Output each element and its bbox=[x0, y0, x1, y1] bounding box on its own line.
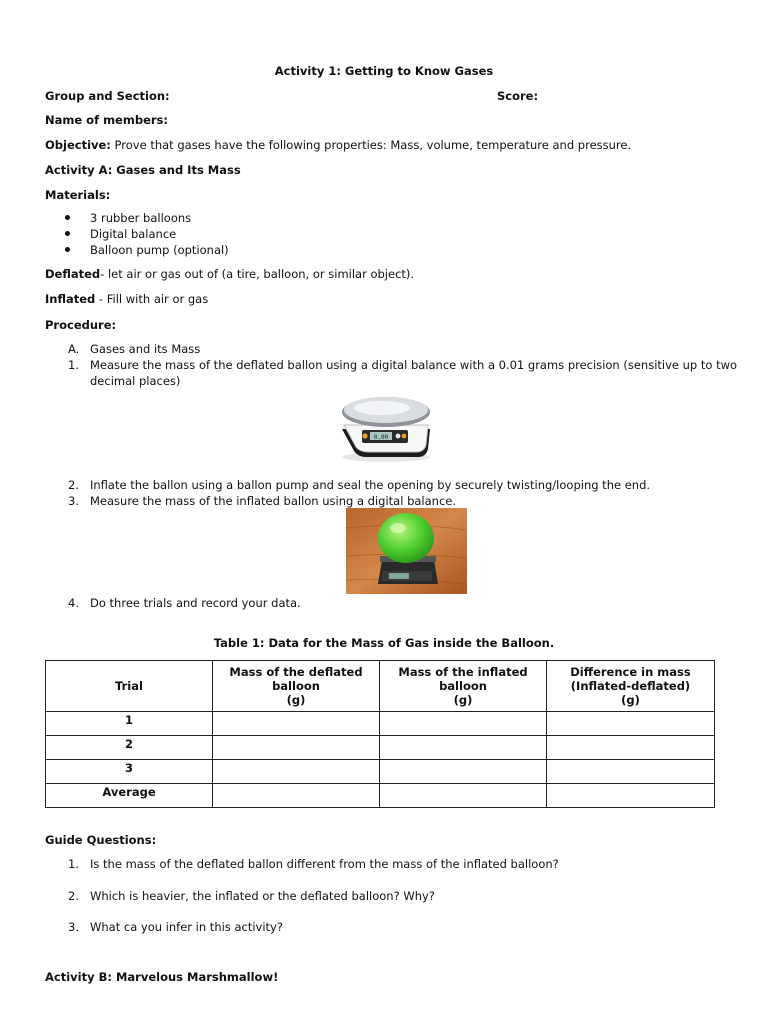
score-label: Score: bbox=[497, 89, 539, 103]
table-cell[interactable] bbox=[380, 736, 547, 760]
step-text: Measure the mass of the deflated ballon using a digital balance with a 0.01 grams precision (sensitive up to two bbox=[90, 358, 738, 372]
activity-a-heading: Activity A: Gases and Its Mass bbox=[45, 163, 241, 177]
table-cell[interactable] bbox=[213, 784, 380, 808]
question-text: Which is heavier, the inflated or the deflated balloon? Why? bbox=[90, 889, 435, 903]
page-title: Activity 1: Getting to Know Gases bbox=[274, 64, 494, 78]
table-cell[interactable] bbox=[380, 760, 547, 784]
question-text: Is the mass of the deflated ballon different from the mass of the inflated balloon? bbox=[90, 857, 559, 871]
inflated-text: - Fill with air or gas bbox=[95, 292, 209, 306]
question-number: 2. bbox=[68, 889, 79, 903]
table-caption: Table 1: Data for the Mass of Gas inside the Balloon. bbox=[213, 636, 555, 650]
table-cell[interactable] bbox=[547, 760, 715, 784]
row-label: 1 bbox=[46, 712, 213, 736]
column-header-inflated-mass: Mass of the inflated balloon (g) bbox=[380, 661, 547, 712]
table-cell[interactable] bbox=[213, 712, 380, 736]
list-item: Digital balance bbox=[90, 227, 177, 241]
row-label: Average bbox=[46, 784, 213, 808]
bullet-icon bbox=[65, 247, 70, 252]
row-label: 2 bbox=[46, 736, 213, 760]
table-cell[interactable] bbox=[547, 712, 715, 736]
table-header-row bbox=[46, 661, 715, 712]
step-text: Measure the mass of the inflated ballon using a digital balance. bbox=[90, 494, 456, 508]
question-number: 1. bbox=[68, 857, 79, 871]
table-cell[interactable] bbox=[380, 784, 547, 808]
objective-text: Prove that gases have the following properties: Mass, volume, temperature and pressure. bbox=[110, 138, 632, 152]
bullet-icon bbox=[65, 215, 70, 220]
table-cell[interactable] bbox=[380, 712, 547, 736]
question-text: What ca you infer in this activity? bbox=[90, 920, 283, 934]
table-row bbox=[46, 712, 715, 736]
column-header-difference: Difference in mass (Inflated-deflated) (g) bbox=[547, 661, 715, 712]
activity-b-heading: Activity B: Marvelous Marshmallow! bbox=[45, 970, 279, 984]
scale-reading: 0.00 bbox=[373, 434, 389, 441]
list-item: Balloon pump (optional) bbox=[90, 243, 229, 257]
table-cell[interactable] bbox=[213, 736, 380, 760]
step-text-continued: decimal places) bbox=[90, 374, 181, 388]
materials-label: Materials: bbox=[45, 188, 111, 202]
column-header-trial: Trial bbox=[46, 661, 213, 712]
column-header-deflated-mass: Mass of the deflated balloon (g) bbox=[213, 661, 380, 712]
deflated-definition bbox=[45, 267, 414, 281]
table-row bbox=[46, 760, 715, 784]
deflated-term: Deflated bbox=[45, 267, 101, 281]
bullet-icon bbox=[65, 231, 70, 236]
list-item: 3 rubber balloons bbox=[90, 211, 192, 225]
inflated-definition bbox=[45, 292, 208, 306]
section-title: Gases and its Mass bbox=[90, 342, 201, 356]
members-label: Name of members: bbox=[45, 113, 168, 127]
table-cell[interactable] bbox=[547, 784, 715, 808]
table-cell[interactable] bbox=[213, 760, 380, 784]
table-row bbox=[46, 784, 715, 808]
objective bbox=[45, 138, 631, 152]
inflated-term: Inflated bbox=[45, 292, 96, 306]
row-label: 3 bbox=[46, 760, 213, 784]
step-number: 1. bbox=[68, 358, 79, 372]
step-text: Do three trials and record your data. bbox=[90, 596, 301, 610]
digital-scale-image bbox=[336, 389, 434, 463]
section-marker: A. bbox=[68, 342, 80, 356]
procedure-label: Procedure: bbox=[45, 318, 117, 332]
step-number: 2. bbox=[68, 478, 79, 492]
step-number: 3. bbox=[68, 494, 79, 508]
question-number: 3. bbox=[68, 920, 79, 934]
mass-data-table bbox=[45, 660, 715, 808]
group-section-label: Group and Section: bbox=[45, 89, 170, 103]
guide-questions-label: Guide Questions: bbox=[45, 833, 157, 847]
objective-label: Objective: bbox=[45, 138, 111, 152]
deflated-text: - let air or gas out of (a tire, balloon, or similar object). bbox=[100, 267, 415, 281]
balloon-on-scale-image bbox=[346, 508, 467, 594]
table-row bbox=[46, 736, 715, 760]
step-number: 4. bbox=[68, 596, 79, 610]
step-text: Inflate the ballon using a ballon pump and seal the opening by securely twisting/looping the end. bbox=[90, 478, 651, 492]
table-cell[interactable] bbox=[547, 736, 715, 760]
